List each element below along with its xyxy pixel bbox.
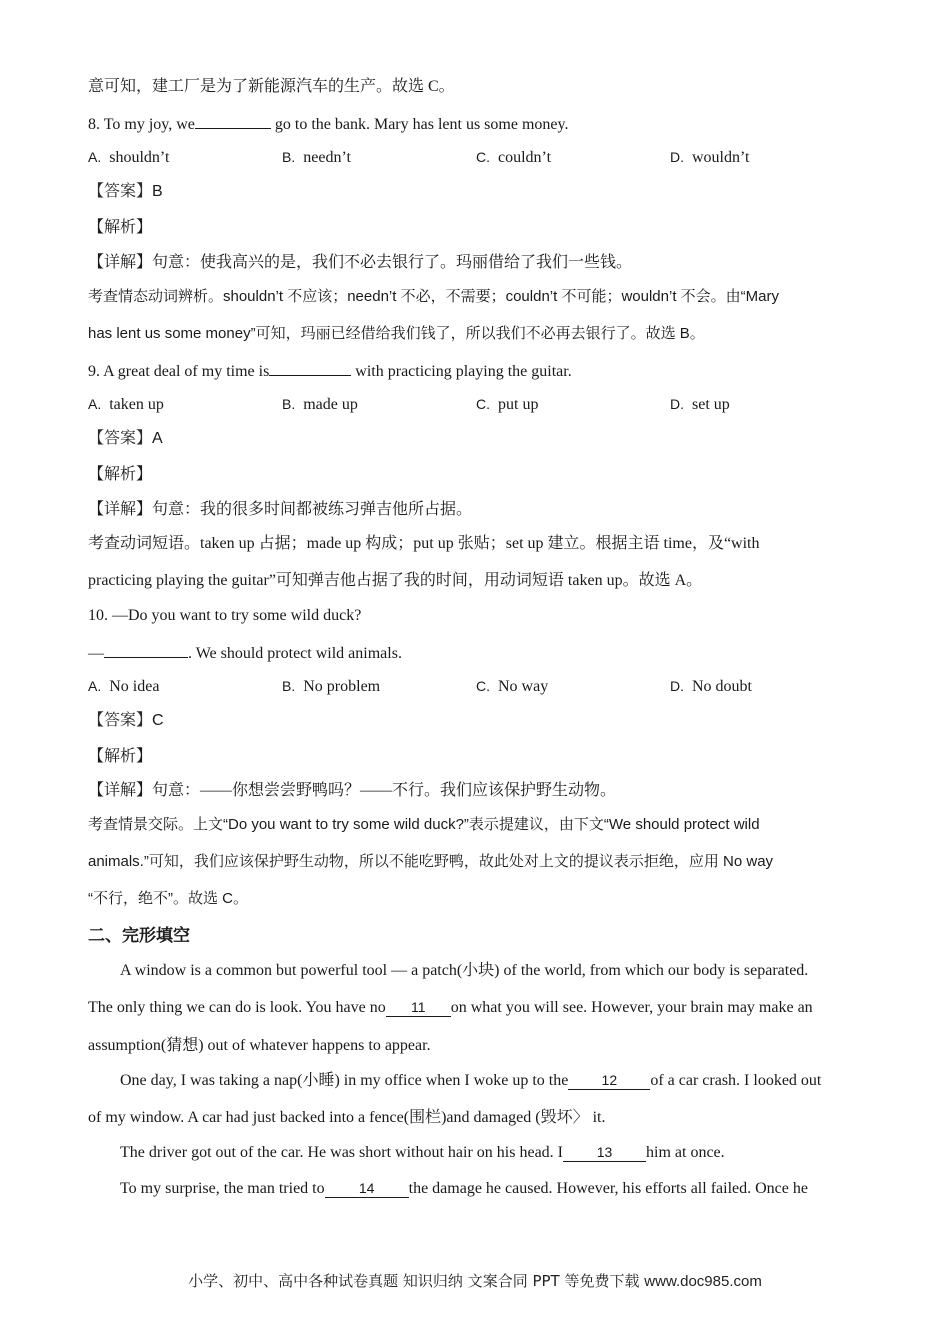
q8-option-d	[670, 147, 749, 168]
answer-label: 【答案】	[88, 712, 153, 729]
q10-option-d	[670, 676, 752, 697]
cloze-text: The driver got out of the car. He was short without hair on his head. I	[120, 1144, 563, 1161]
q10-option-c	[476, 676, 548, 697]
option-text: made up	[303, 396, 358, 413]
q8-answer	[88, 182, 163, 202]
footer-text: 小学、初中、高中各种试卷真题 知识归纳 文案合同 PPT 等免费下载	[188, 1272, 640, 1290]
cloze-p1-line-1: A window is a common but powerful tool — a patch(小块) of the world, from which our body is separated.	[120, 962, 809, 979]
option-letter: D.	[670, 149, 684, 165]
cloze-text: The only thing we can do is look. You have no	[88, 999, 386, 1016]
option-letter: B.	[282, 678, 296, 694]
option-text: set up	[692, 396, 730, 413]
q10-option-b	[282, 676, 380, 697]
option-text: No idea	[109, 678, 160, 695]
q10-detail	[88, 781, 616, 801]
option-letter: C.	[476, 149, 490, 165]
q10-line-2-after: . We should protect wild animals.	[188, 645, 402, 662]
answer-value: C	[152, 712, 164, 729]
intro-line: 意可知，建工厂是为了新能源汽车的生产。故选 C。	[88, 78, 455, 95]
cloze-text: of a car crash. I looked out	[650, 1072, 822, 1089]
cloze-blank-14: 14	[325, 1179, 409, 1198]
detail-label: 【详解】	[88, 501, 153, 518]
cloze-p1-line-3: assumption(猜想) out of whatever happens to appear.	[88, 1037, 431, 1054]
cloze-text: on what you will see. However, your brain may make an	[450, 999, 813, 1016]
cloze-blank-13: 13	[563, 1143, 646, 1162]
q8-option-b	[282, 147, 351, 168]
option-letter: C.	[476, 396, 490, 412]
q9-answer	[88, 429, 163, 449]
cloze-p1-line-2	[88, 998, 813, 1018]
q8-stem-before: 8. To my joy, we	[88, 116, 195, 133]
q9-blank	[269, 359, 351, 376]
cloze-p3	[120, 1143, 725, 1163]
q8-explain-line-1: 考查情态动词辨析。shouldn’t 不应该；needn’t 不必，不需要；couldn’t 不可能；wouldn’t 不会。由“Mary	[88, 288, 779, 305]
q10-analysis-label: 【解析】	[88, 748, 153, 765]
option-letter: A.	[88, 149, 102, 165]
q8-stem-after: go to the bank. Mary has lent us some money.	[270, 116, 569, 133]
answer-label: 【答案】	[88, 183, 153, 200]
q8-option-c	[476, 147, 551, 168]
option-text: shouldn’t	[109, 149, 170, 166]
option-letter: A.	[88, 396, 102, 412]
q10-answer	[88, 711, 164, 731]
detail-label: 【详解】	[88, 254, 153, 271]
q9-stem	[88, 359, 572, 382]
q10-explain-line-2: animals.”可知，我们应该保护野生动物，所以不能吃野鸭，故此处对上文的提议表示拒绝，应用 No way	[88, 853, 774, 870]
q9-option-d	[670, 394, 730, 415]
cloze-text: the damage he caused. However, his efforts all failed. Once he	[408, 1180, 808, 1197]
q10-blank	[104, 641, 188, 658]
q10-dash: —	[88, 645, 104, 662]
answer-value: A	[152, 430, 163, 447]
q8-explain-line-2: has lent us some money”可知，玛丽已经借给我们钱了，所以我们不必再去银行了。故选 B。	[88, 325, 705, 342]
option-letter: D.	[670, 396, 684, 412]
detail-text: 句意：——你想尝尝野鸭吗？——不行。我们应该保护野生动物。	[152, 782, 617, 799]
option-letter: B.	[282, 149, 296, 165]
option-text: taken up	[109, 396, 164, 413]
q8-option-a	[88, 147, 169, 168]
q10-explain-line-3: “不行，绝不”。故选 C。	[88, 890, 248, 907]
q9-stem-after: with practicing playing the guitar.	[351, 363, 572, 380]
detail-text: 句意：使我高兴的是，我们不必去银行了。玛丽借给了我们一些钱。	[152, 254, 633, 271]
option-text: wouldn’t	[692, 149, 750, 166]
q10-explain-line-1: 考查情景交际。上文“Do you want to try some wild duck?”表示提建议，由下文“We should protect wild	[88, 816, 760, 833]
q8-stem	[88, 112, 568, 135]
q10-line-1: 10. —Do you want to try some wild duck?	[88, 607, 362, 624]
option-text: No doubt	[692, 678, 752, 695]
q9-detail	[88, 500, 472, 520]
option-letter: A.	[88, 678, 102, 694]
answer-label: 【答案】	[88, 430, 153, 447]
option-text: No problem	[303, 678, 381, 695]
q9-stem-before: 9. A great deal of my time is	[88, 363, 270, 380]
footer-url[interactable]: www.doc985.com	[644, 1273, 762, 1290]
option-letter: D.	[670, 678, 684, 694]
cloze-text: him at once.	[646, 1144, 725, 1161]
answer-value: B	[152, 183, 163, 200]
option-text: put up	[498, 396, 539, 413]
q8-blank	[195, 112, 271, 129]
q9-option-a	[88, 394, 164, 415]
cloze-p4	[120, 1179, 808, 1199]
page-footer	[0, 1270, 950, 1291]
q8-analysis-label: 【解析】	[88, 219, 153, 236]
option-letter: B.	[282, 396, 296, 412]
option-text: No way	[498, 678, 549, 695]
q9-option-b	[282, 394, 358, 415]
section-heading: 二、完形填空	[88, 926, 190, 946]
detail-label: 【详解】	[88, 782, 153, 799]
cloze-p2-line-2: of my window. A car had just backed into a fence(围栏)and damaged (毁坏〉 it.	[88, 1109, 606, 1126]
cloze-text: One day, I was taking a nap(小睡) in my office when I woke up to the	[120, 1072, 569, 1089]
q9-explain-line-1: 考查动词短语。taken up 占据；made up 构成；put up 张贴；set up 建立。根据主语 time，及“with	[88, 535, 760, 552]
option-text: couldn’t	[498, 149, 552, 166]
detail-text: 句意：我的很多时间都被练习弹吉他所占据。	[152, 501, 473, 518]
q9-explain-line-2: practicing playing the guitar”可知弹吉他占据了我的时间，用动词短语 taken up。故选 A。	[88, 572, 703, 589]
option-letter: C.	[476, 678, 490, 694]
q9-analysis-label: 【解析】	[88, 466, 153, 483]
cloze-blank-12: 12	[568, 1071, 650, 1090]
cloze-p2-line-1	[120, 1071, 821, 1091]
cloze-blank-11: 11	[386, 998, 451, 1017]
q9-option-c	[476, 394, 538, 415]
q10-option-a	[88, 676, 159, 697]
q8-detail	[88, 253, 632, 273]
cloze-text: To my surprise, the man tried to	[120, 1180, 325, 1197]
q10-line-2	[88, 641, 402, 664]
option-text: needn’t	[303, 149, 351, 166]
